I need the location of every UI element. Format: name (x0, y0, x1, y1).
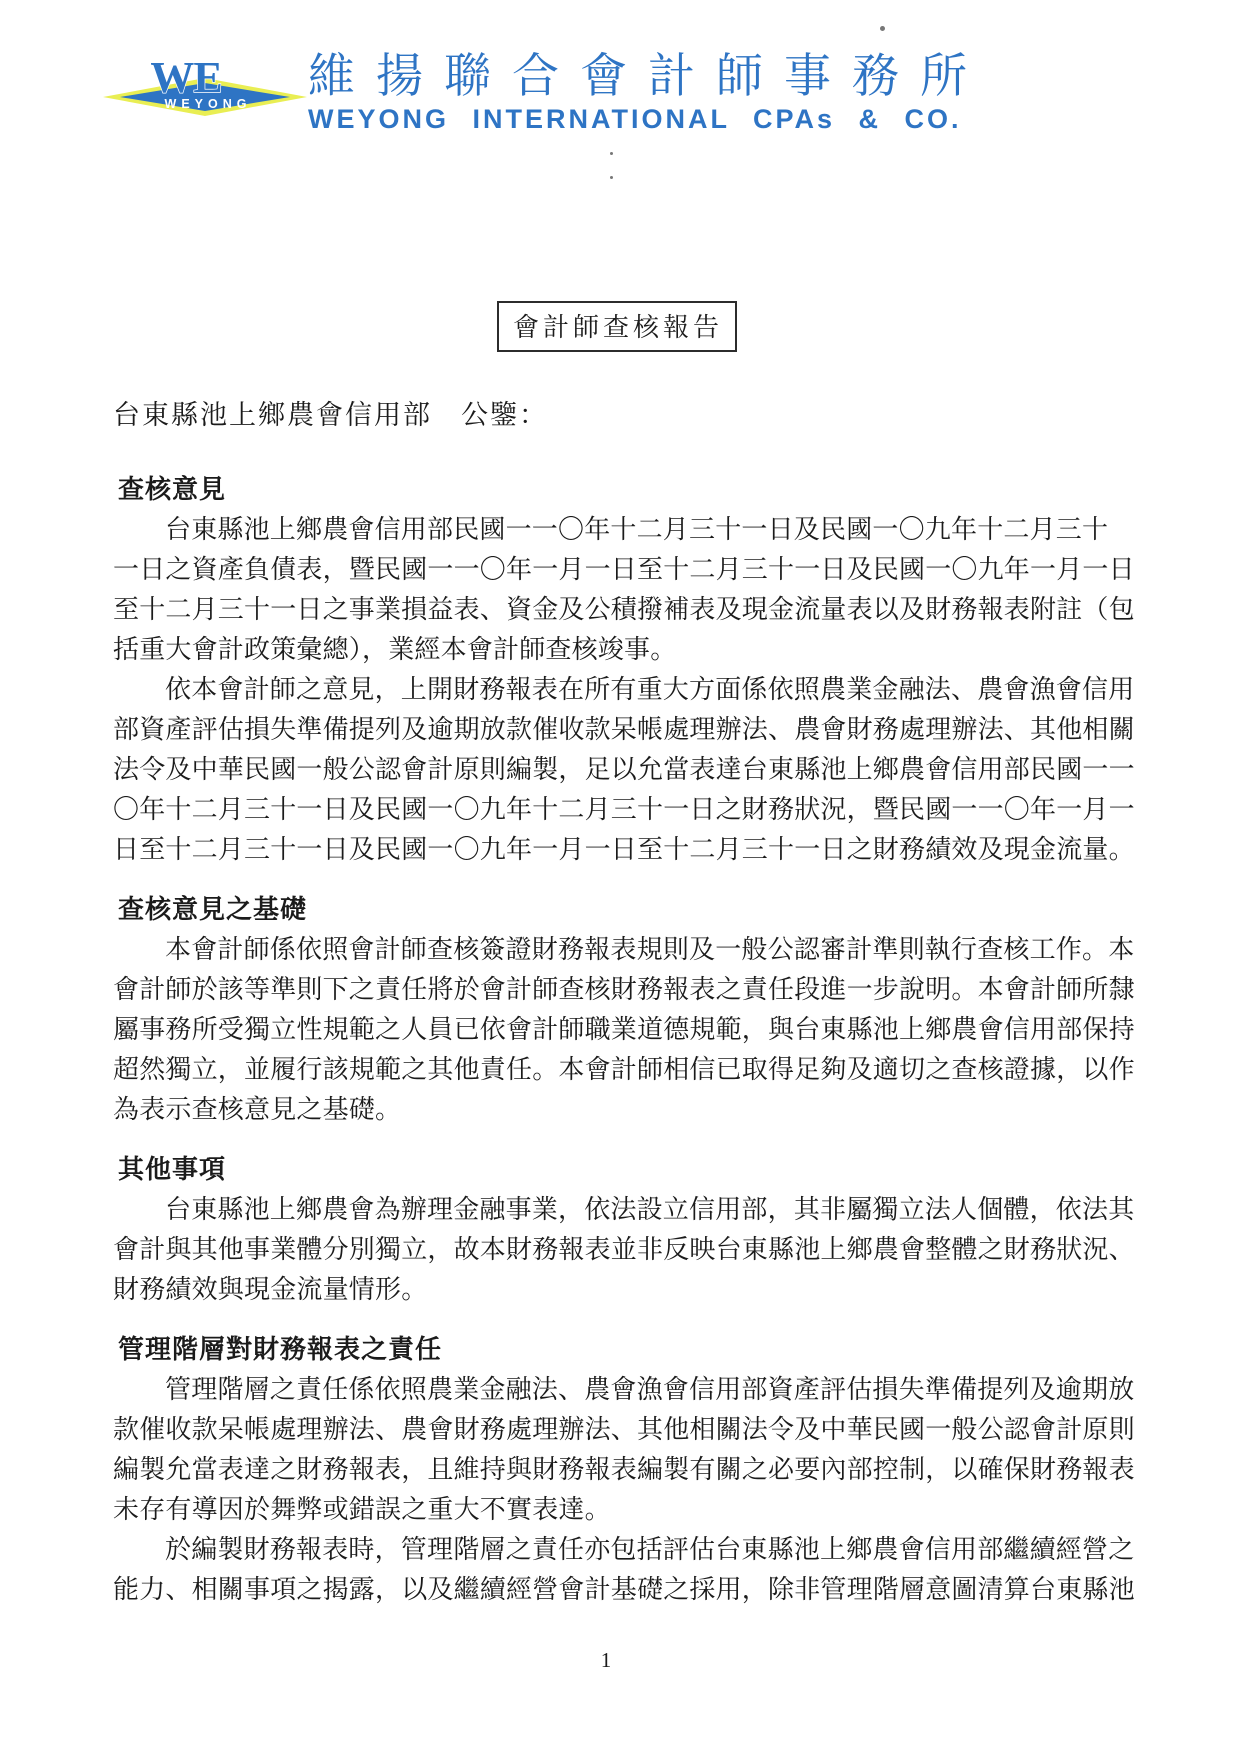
paragraph (113, 930, 1135, 1130)
text-line: 至十二月三十一日之事業損益表、資金及公積撥補表及現金流量表以及財務報表附註（包 (113, 595, 1135, 624)
addressee-line: 台東縣池上鄉農會信用部 公鑒： (113, 400, 548, 430)
letterhead (0, 0, 1240, 150)
text-line: 會計師於該等準則下之責任將於會計師查核財務報表之責任段進一步說明。本會計師所隸 (113, 975, 1135, 1004)
text-line: 法令及中華民國一般公認會計原則編製，足以允當表達台東縣池上鄉農會信用部民國一一 (113, 755, 1135, 784)
text-line: 依本會計師之意見，上開財務報表在所有重大方面係依照農業金融法、農會漁會信用 (165, 675, 1135, 704)
text-line: 台東縣池上鄉農會信用部民國一一〇年十二月三十一日及民國一〇九年十二月三十 (165, 515, 1109, 544)
paragraph (113, 1190, 1135, 1310)
section-other-matters (113, 1150, 1135, 1310)
section-heading: 查核意見之基礎 (118, 895, 308, 924)
text-line: 能力、相關事項之揭露，以及繼續經營會計基礎之採用，除非管理階層意圖清算台東縣池 (113, 1575, 1135, 1604)
text-line: 款催收款呆帳處理辦法、農會財務處理辦法、其他相關法令及中華民國一般公認會計原則 (113, 1415, 1135, 1444)
text-line: 日至十二月三十一日及民國一〇九年一月一日至十二月三十一日之財務績效及現金流量。 (113, 835, 1135, 864)
text-line: 本會計師係依照會計師查核簽證財務報表規則及一般公認審計準則執行查核工作。本 (165, 935, 1135, 964)
section-heading: 其他事項 (118, 1155, 227, 1184)
firm-name-chinese: 維揚聯合會計師事務所 (308, 51, 988, 103)
text-line: 一日之資產負債表，暨民國一一〇年一月一日至十二月三十一日及民國一〇九年一月一日 (113, 555, 1135, 584)
text-line: 〇年十二月三十一日及民國一〇九年十二月三十一日之財務狀況，暨民國一一〇年一月一 (113, 795, 1135, 824)
text-line: 超然獨立，並履行該規範之其他責任。本會計師相信已取得足夠及適切之查核證據，以作 (113, 1055, 1135, 1084)
text-line: 管理階層之責任係依照農業金融法、農會漁會信用部資產評估損失準備提列及逾期放 (165, 1375, 1135, 1404)
document-title: 會計師查核報告 (497, 301, 737, 352)
text-line: 為表示查核意見之基礎。 (113, 1095, 402, 1124)
section-audit-opinion (113, 470, 1135, 870)
logo-monogram: WE (150, 53, 222, 102)
report-body (113, 470, 1135, 1630)
scan-speck (880, 26, 885, 31)
paragraph (113, 1530, 1135, 1610)
scan-speck (610, 152, 613, 155)
paragraph (113, 670, 1135, 870)
text-line: 括重大會計政策彙總），業經本會計師查核竣事。 (113, 635, 677, 664)
section-heading: 查核意見 (118, 475, 227, 504)
text-line: 財務績效與現金流量情形。 (113, 1275, 428, 1304)
firm-name-english: WEYONG INTERNATIONAL CPAs & CO. (308, 104, 962, 134)
paragraph (113, 1370, 1135, 1530)
firm-names (308, 52, 1048, 135)
section-management-responsibility (113, 1330, 1135, 1610)
paragraph (113, 510, 1135, 670)
text-line: 未存有導因於舞弊或錯誤之重大不實表達。 (113, 1495, 611, 1524)
page-number: 1 (600, 1648, 612, 1672)
text-line: 會計與其他事業體分別獨立，故本財務報表並非反映台東縣池上鄉農會整體之財務狀況、 (113, 1235, 1135, 1264)
logo-wordmark: WEYONG (164, 97, 252, 111)
text-line: 於編製財務報表時，管理階層之責任亦包括評估台東縣池上鄉農會信用部繼續經營之 (165, 1535, 1135, 1564)
text-line: 部資產評估損失準備提列及逾期放款催收款呆帳處理辦法、農會財務處理辦法、其他相關 (113, 715, 1135, 744)
scan-speck (610, 176, 613, 179)
text-line: 屬事務所受獨立性規範之人員已依會計師職業道德規範，與台東縣池上鄉農會信用部保持 (113, 1015, 1135, 1044)
weyong-logo (98, 50, 313, 122)
section-heading: 管理階層對財務報表之責任 (118, 1335, 443, 1364)
section-basis-for-opinion (113, 890, 1135, 1130)
text-line: 台東縣池上鄉農會為辦理金融事業，依法設立信用部，其非屬獨立法人個體，依法其 (165, 1195, 1135, 1224)
text-line: 編製允當表達之財務報表，且維持與財務報表編製有關之必要內部控制，以確保財務報表 (113, 1455, 1135, 1484)
